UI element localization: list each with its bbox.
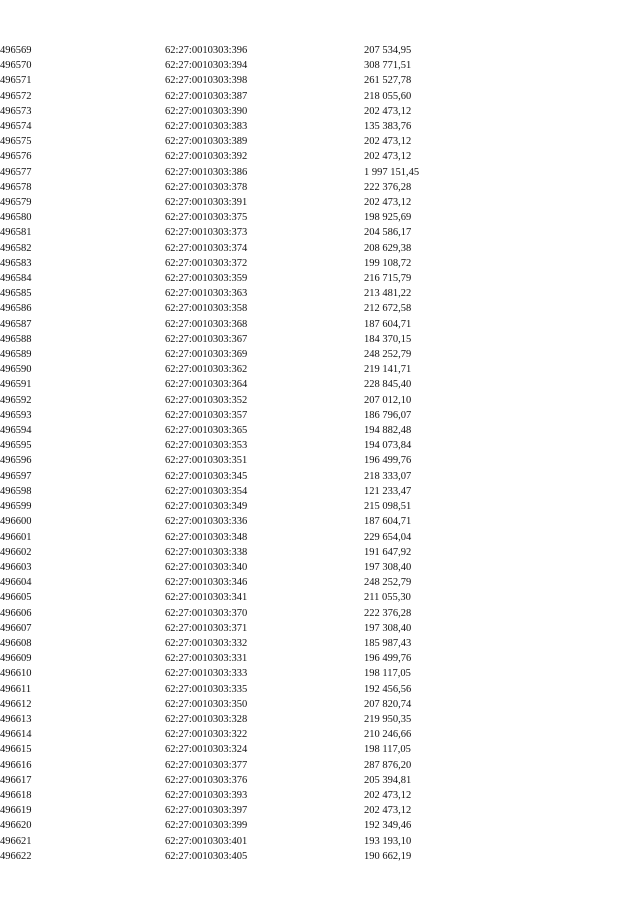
value-cell: 210 246,66 <box>364 729 412 741</box>
table-row <box>0 210 640 225</box>
row-id-cell: 496579 <box>0 197 32 209</box>
table-row <box>0 636 640 651</box>
table-row <box>0 408 640 423</box>
row-id-cell: 496620 <box>0 820 32 832</box>
value-cell: 202 473,12 <box>364 197 412 209</box>
value-cell: 121 233,47 <box>364 485 412 497</box>
cadastral-number-cell: 62:27:0010303:346 <box>165 577 248 589</box>
row-id-cell: 496617 <box>0 774 32 786</box>
value-cell: 228 845,40 <box>364 379 412 391</box>
value-cell: 215 098,51 <box>364 501 412 513</box>
cadastral-number-cell: 62:27:0010303:350 <box>165 698 248 710</box>
value-cell: 196 499,76 <box>364 653 412 665</box>
row-id-cell: 496601 <box>0 531 32 543</box>
cadastral-number-cell: 62:27:0010303:365 <box>165 425 248 437</box>
cadastral-number-cell: 62:27:0010303:336 <box>165 516 248 528</box>
value-cell: 248 252,79 <box>364 349 412 361</box>
cadastral-number-cell: 62:27:0010303:358 <box>165 303 248 315</box>
table-row <box>0 225 640 240</box>
cadastral-number-cell: 62:27:0010303:335 <box>165 683 248 695</box>
cadastral-number-cell: 62:27:0010303:369 <box>165 349 248 361</box>
row-id-cell: 496571 <box>0 75 32 87</box>
cadastral-number-cell: 62:27:0010303:348 <box>165 531 248 543</box>
value-cell: 222 376,28 <box>364 181 412 193</box>
value-cell: 212 672,58 <box>364 303 412 315</box>
row-id-cell: 496591 <box>0 379 32 391</box>
table-row <box>0 575 640 590</box>
value-cell: 202 473,12 <box>364 105 412 117</box>
table-row <box>0 499 640 514</box>
cadastral-number-cell: 62:27:0010303:340 <box>165 561 248 573</box>
value-cell: 205 394,81 <box>364 774 412 786</box>
value-cell: 187 604,71 <box>364 318 412 330</box>
table-body <box>0 43 640 864</box>
row-id-cell: 496596 <box>0 455 32 467</box>
value-cell: 193 193,10 <box>364 835 412 847</box>
cadastral-number-cell: 62:27:0010303:349 <box>165 501 248 513</box>
table-row <box>0 271 640 286</box>
table-row <box>0 666 640 681</box>
row-id-cell: 496597 <box>0 470 32 482</box>
cadastral-number-cell: 62:27:0010303:405 <box>165 850 248 862</box>
value-cell: 222 376,28 <box>364 607 412 619</box>
value-cell: 1 997 151,45 <box>364 166 420 178</box>
cadastral-number-cell: 62:27:0010303:393 <box>165 789 248 801</box>
table-row <box>0 119 640 134</box>
document-table <box>0 43 640 864</box>
value-cell: 185 987,43 <box>364 637 412 649</box>
row-id-cell: 496576 <box>0 151 32 163</box>
row-id-cell: 496609 <box>0 653 32 665</box>
value-cell: 198 117,05 <box>364 744 411 756</box>
value-cell: 207 820,74 <box>364 698 412 710</box>
cadastral-number-cell: 62:27:0010303:375 <box>165 212 248 224</box>
table-row <box>0 180 640 195</box>
row-id-cell: 496618 <box>0 789 32 801</box>
row-id-cell: 496622 <box>0 850 32 862</box>
cadastral-number-cell: 62:27:0010303:396 <box>165 45 248 56</box>
cadastral-number-cell: 62:27:0010303:392 <box>165 151 248 163</box>
value-cell: 308 771,51 <box>364 60 412 72</box>
value-cell: 186 796,07 <box>364 409 412 421</box>
row-id-cell: 496611 <box>0 683 32 695</box>
value-cell: 135 383,76 <box>364 121 412 133</box>
value-cell: 204 586,17 <box>364 227 412 239</box>
row-id-cell: 496603 <box>0 561 32 573</box>
table-row <box>0 89 640 104</box>
table-row <box>0 165 640 180</box>
table-row <box>0 362 640 377</box>
value-cell: 190 662,19 <box>364 850 412 862</box>
table-row <box>0 438 640 453</box>
value-cell: 194 073,84 <box>364 440 412 452</box>
cadastral-number-cell: 62:27:0010303:373 <box>165 227 248 239</box>
row-id-cell: 496575 <box>0 136 32 148</box>
table-row <box>0 332 640 347</box>
value-cell: 218 333,07 <box>364 470 412 482</box>
cadastral-number-cell: 62:27:0010303:345 <box>165 470 248 482</box>
cadastral-number-cell: 62:27:0010303:399 <box>165 820 248 832</box>
row-id-cell: 496582 <box>0 242 32 254</box>
table-row <box>0 43 640 58</box>
cadastral-number-cell: 62:27:0010303:363 <box>165 288 248 300</box>
table-row <box>0 849 640 864</box>
row-id-cell: 496600 <box>0 516 32 528</box>
table-row <box>0 241 640 256</box>
row-id-cell: 496612 <box>0 698 32 710</box>
table-row <box>0 697 640 712</box>
row-id-cell: 496569 <box>0 45 32 56</box>
cadastral-number-cell: 62:27:0010303:322 <box>165 729 248 741</box>
table-row <box>0 834 640 849</box>
value-cell: 248 252,79 <box>364 577 412 589</box>
cadastral-number-cell: 62:27:0010303:341 <box>165 592 248 604</box>
value-cell: 187 604,71 <box>364 516 412 528</box>
row-id-cell: 496607 <box>0 622 32 634</box>
value-cell: 202 473,12 <box>364 136 412 148</box>
table-row <box>0 484 640 499</box>
table-row <box>0 301 640 316</box>
value-cell: 198 117,05 <box>364 668 411 680</box>
table-row <box>0 590 640 605</box>
value-cell: 207 534,95 <box>364 45 412 56</box>
cadastral-number-cell: 62:27:0010303:386 <box>165 166 248 178</box>
cadastral-number-cell: 62:27:0010303:377 <box>165 759 248 771</box>
table-row <box>0 651 640 666</box>
row-id-cell: 496588 <box>0 333 32 345</box>
value-cell: 229 654,04 <box>364 531 412 543</box>
row-id-cell: 496598 <box>0 485 32 497</box>
cadastral-number-cell: 62:27:0010303:352 <box>165 394 248 406</box>
table-row <box>0 758 640 773</box>
value-cell: 192 456,56 <box>364 683 412 695</box>
cadastral-number-cell: 62:27:0010303:362 <box>165 364 248 376</box>
cadastral-number-cell: 62:27:0010303:354 <box>165 485 248 497</box>
table-row <box>0 73 640 88</box>
row-id-cell: 496581 <box>0 227 32 239</box>
cadastral-number-cell: 62:27:0010303:351 <box>165 455 248 467</box>
row-id-cell: 496570 <box>0 60 32 72</box>
value-cell: 211 055,30 <box>364 592 411 604</box>
row-id-cell: 496594 <box>0 425 32 437</box>
cadastral-number-cell: 62:27:0010303:389 <box>165 136 248 148</box>
table-row <box>0 377 640 392</box>
value-cell: 207 012,10 <box>364 394 412 406</box>
cadastral-number-cell: 62:27:0010303:398 <box>165 75 248 87</box>
table-row <box>0 104 640 119</box>
table-row <box>0 788 640 803</box>
table-row <box>0 727 640 742</box>
value-cell: 196 499,76 <box>364 455 412 467</box>
cadastral-number-cell: 62:27:0010303:357 <box>165 409 248 421</box>
cadastral-number-cell: 62:27:0010303:390 <box>165 105 248 117</box>
value-cell: 202 473,12 <box>364 789 412 801</box>
table-row <box>0 682 640 697</box>
cadastral-number-cell: 62:27:0010303:331 <box>165 653 248 665</box>
row-id-cell: 496606 <box>0 607 32 619</box>
table-row <box>0 286 640 301</box>
value-cell: 191 647,92 <box>364 546 412 558</box>
value-cell: 198 925,69 <box>364 212 412 224</box>
table-row <box>0 712 640 727</box>
row-id-cell: 496602 <box>0 546 32 558</box>
cadastral-number-cell: 62:27:0010303:370 <box>165 607 248 619</box>
table-row <box>0 256 640 271</box>
table-row <box>0 469 640 484</box>
cadastral-number-cell: 62:27:0010303:333 <box>165 668 248 680</box>
table-row <box>0 803 640 818</box>
row-id-cell: 496604 <box>0 577 32 589</box>
row-id-cell: 496593 <box>0 409 32 421</box>
cadastral-number-cell: 62:27:0010303:338 <box>165 546 248 558</box>
row-id-cell: 496574 <box>0 121 32 133</box>
table-row <box>0 606 640 621</box>
row-id-cell: 496589 <box>0 349 32 361</box>
value-cell: 261 527,78 <box>364 75 412 87</box>
row-id-cell: 496592 <box>0 394 32 406</box>
cadastral-number-cell: 62:27:0010303:371 <box>165 622 248 634</box>
row-id-cell: 496573 <box>0 105 32 117</box>
row-id-cell: 496595 <box>0 440 32 452</box>
table-row <box>0 530 640 545</box>
table-row <box>0 453 640 468</box>
row-id-cell: 496586 <box>0 303 32 315</box>
table-row <box>0 560 640 575</box>
value-cell: 197 308,40 <box>364 561 412 573</box>
cadastral-number-cell: 62:27:0010303:368 <box>165 318 248 330</box>
row-id-cell: 496583 <box>0 257 32 269</box>
cadastral-number-cell: 62:27:0010303:387 <box>165 90 248 102</box>
row-id-cell: 496616 <box>0 759 32 771</box>
cadastral-number-cell: 62:27:0010303:376 <box>165 774 248 786</box>
cadastral-number-cell: 62:27:0010303:378 <box>165 181 248 193</box>
row-id-cell: 496578 <box>0 181 32 193</box>
row-id-cell: 496605 <box>0 592 32 604</box>
value-cell: 192 349,46 <box>364 820 412 832</box>
table-row <box>0 423 640 438</box>
cadastral-number-cell: 62:27:0010303:332 <box>165 637 248 649</box>
row-id-cell: 496587 <box>0 318 32 330</box>
value-cell: 216 715,79 <box>364 273 412 285</box>
value-cell: 208 629,38 <box>364 242 412 254</box>
table-row <box>0 545 640 560</box>
row-id-cell: 496614 <box>0 729 32 741</box>
table-row <box>0 347 640 362</box>
row-id-cell: 496599 <box>0 501 32 513</box>
cadastral-number-cell: 62:27:0010303:374 <box>165 242 248 254</box>
cadastral-number-cell: 62:27:0010303:394 <box>165 60 248 72</box>
value-cell: 219 950,35 <box>364 713 412 725</box>
table-row <box>0 818 640 833</box>
value-cell: 202 473,12 <box>364 151 412 163</box>
cadastral-number-cell: 62:27:0010303:367 <box>165 333 248 345</box>
row-id-cell: 496608 <box>0 637 32 649</box>
cadastral-number-cell: 62:27:0010303:391 <box>165 197 248 209</box>
row-id-cell: 496615 <box>0 744 32 756</box>
value-cell: 219 141,71 <box>364 364 412 376</box>
row-id-cell: 496610 <box>0 668 32 680</box>
cadastral-number-cell: 62:27:0010303:383 <box>165 121 248 133</box>
value-cell: 197 308,40 <box>364 622 412 634</box>
cadastral-number-cell: 62:27:0010303:364 <box>165 379 248 391</box>
table-row <box>0 393 640 408</box>
table-row <box>0 773 640 788</box>
row-id-cell: 496580 <box>0 212 32 224</box>
row-id-cell: 496585 <box>0 288 32 300</box>
row-id-cell: 496621 <box>0 835 32 847</box>
table-row <box>0 621 640 636</box>
cadastral-number-cell: 62:27:0010303:353 <box>165 440 248 452</box>
table-row <box>0 58 640 73</box>
row-id-cell: 496572 <box>0 90 32 102</box>
value-cell: 287 876,20 <box>364 759 412 771</box>
table-row <box>0 317 640 332</box>
table-row <box>0 134 640 149</box>
row-id-cell: 496613 <box>0 713 32 725</box>
cadastral-number-cell: 62:27:0010303:397 <box>165 805 248 817</box>
table-row <box>0 195 640 210</box>
value-cell: 202 473,12 <box>364 805 412 817</box>
table-row <box>0 149 640 164</box>
cadastral-number-cell: 62:27:0010303:324 <box>165 744 248 756</box>
value-cell: 199 108,72 <box>364 257 412 269</box>
value-cell: 218 055,60 <box>364 90 412 102</box>
value-cell: 194 882,48 <box>364 425 412 437</box>
value-cell: 213 481,22 <box>364 288 412 300</box>
row-id-cell: 496584 <box>0 273 32 285</box>
row-id-cell: 496577 <box>0 166 32 178</box>
cadastral-number-cell: 62:27:0010303:328 <box>165 713 248 725</box>
table-row <box>0 514 640 529</box>
cadastral-number-cell: 62:27:0010303:401 <box>165 835 248 847</box>
cadastral-number-cell: 62:27:0010303:359 <box>165 273 248 285</box>
value-cell: 184 370,15 <box>364 333 412 345</box>
row-id-cell: 496619 <box>0 805 32 817</box>
row-id-cell: 496590 <box>0 364 32 376</box>
cadastral-number-cell: 62:27:0010303:372 <box>165 257 248 269</box>
table-row <box>0 742 640 757</box>
